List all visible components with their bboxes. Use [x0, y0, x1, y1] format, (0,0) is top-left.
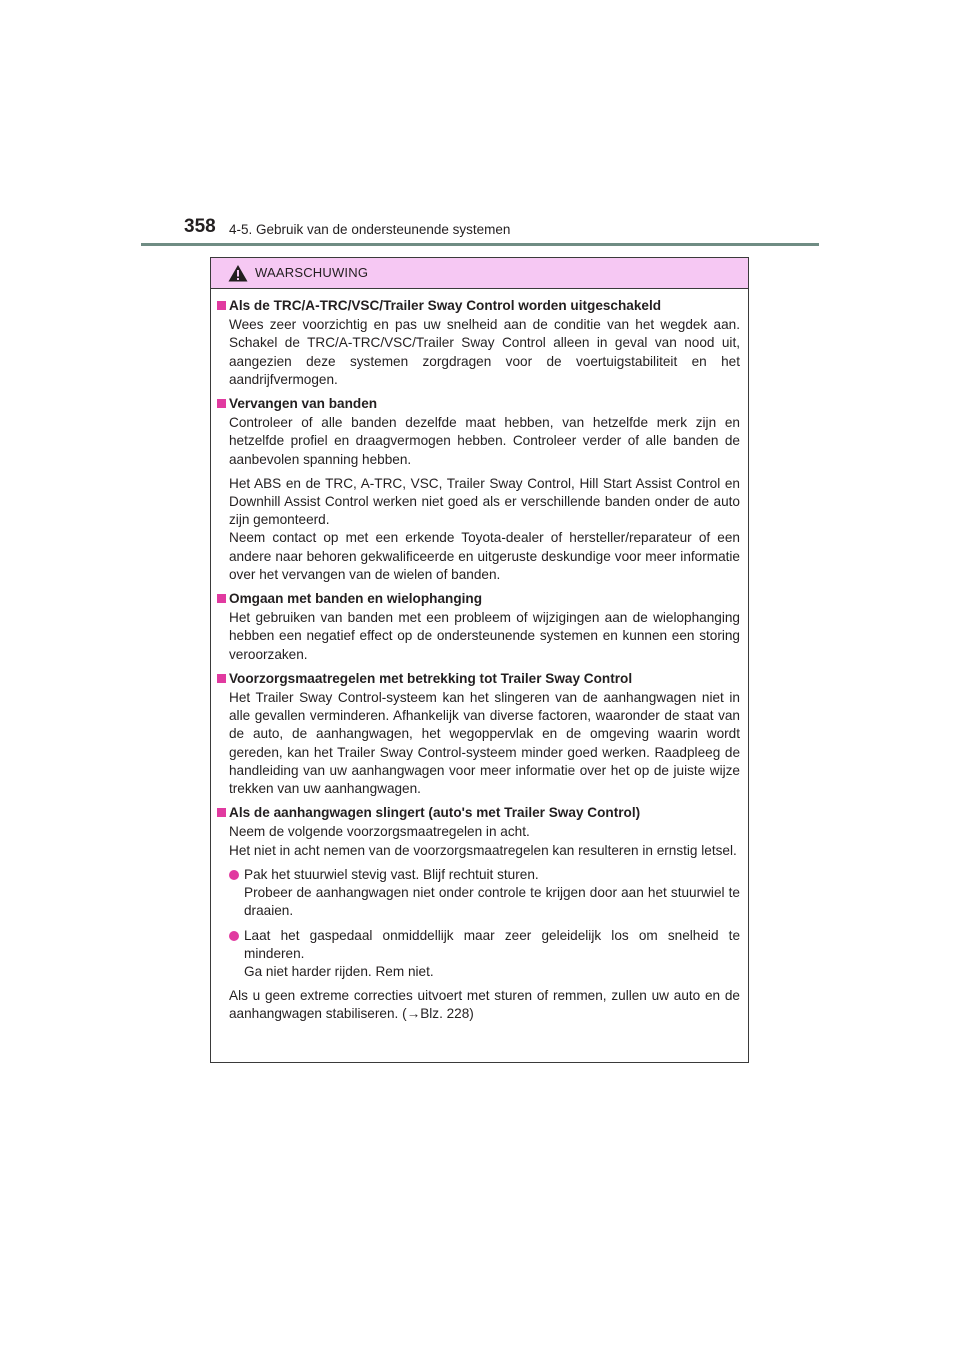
item-closing: Als u geen extreme correcties uitvoert met sturen of remmen, zullen uw auto en de aanhangwagen stabiliseren. (→Blz. 228): [229, 988, 740, 1022]
warning-item: [217, 395, 740, 584]
item-title: Als de aanhangwagen slingert (auto's met Trailer Sway Control): [217, 804, 740, 822]
item-title: Omgaan met banden en wielophanging: [217, 590, 740, 608]
square-bullet-icon: [217, 399, 226, 408]
item-title: Als de TRC/A-TRC/VSC/Trailer Sway Control worden uitgeschakeld: [217, 297, 740, 315]
warning-triangle-icon: [228, 264, 248, 282]
round-bullet-icon: [229, 931, 239, 941]
warning-title: WAARSCHUWING: [255, 265, 369, 280]
square-bullet-icon: [217, 301, 226, 310]
bullet-item: Laat het gaspedaal onmiddellijk maar zeer geleidelijk los om snelheid te minderen. Ga niet harder rijden. Rem niet.: [229, 927, 740, 982]
item-title: Voorzorgsmaatregelen met betrekking tot Trailer Sway Control: [217, 670, 740, 688]
item-title: Vervangen van banden: [217, 395, 740, 413]
section-title: 4-5. Gebruik van de ondersteunende systemen: [229, 222, 511, 237]
item-paragraph: Het ABS en de TRC, A-TRC, VSC, Trailer Sway Control, Hill Start Assist Control en Downhill Assist Control werken niet goed als er verschillende banden onder de auto zijn gemonteerd. Neem contact op met een erkende Toyota-dealer of hersteller/reparateur of een andere naar behoren gekwalificeerde en uitgeruste deskundige voor meer informatie over het vervangen van de wielen of banden.: [229, 475, 740, 582]
header-rule: [141, 243, 819, 246]
warning-body: [211, 289, 748, 1024]
square-bullet-icon: [217, 808, 226, 817]
warning-box: [210, 257, 749, 1063]
page-number: 358: [184, 216, 216, 237]
item-paragraph: Controleer of alle banden dezelfde maat hebben, van hetzelfde merk zijn en hetzelfde profiel en draagvermogen hebben. Controleer verder of alle banden de aanbevolen spanning hebben.: [229, 415, 740, 467]
bullet-list: [217, 866, 740, 981]
warning-item: [217, 297, 740, 389]
item-paragraph: Het gebruiken van banden met een probleem of wijzigingen aan de wielophanging hebben een negatief effect op de ondersteunende systemen en kunnen een storing veroorzaken.: [229, 610, 740, 662]
square-bullet-icon: [217, 594, 226, 603]
item-paragraph: Het Trailer Sway Control-systeem kan het slingeren van de aanhangwagen niet in alle gevallen verminderen. Afhankelijk van diverse factoren, waaronder de staat van de auto, de aanhangwagen, het wegoppervlak en de omgeving waarin wordt gereden, kan het Trailer Sway Control-systeem minder goed werken. Raadpleeg de handleiding van uw aanhangwagen voor meer informatie over het op de juiste wijze trekken van uw aanhangwagen.: [229, 690, 740, 797]
round-bullet-icon: [229, 870, 239, 880]
item-paragraph: Wees zeer voorzichtig en pas uw snelheid aan de conditie van het wegdek aan. Schakel de TRC/A-TRC/VSC/Trailer Sway Control alleen in geval van nood uit, aangezien deze systemen zorgdragen voor de voertuigstabiliteit en het aandrijfvermogen.: [229, 317, 740, 387]
bullet-item: Pak het stuurwiel stevig vast. Blijf rechtuit sturen. Probeer de aanhangwagen niet onder controle te krijgen door aan het stuurwiel te draaien.: [229, 866, 740, 921]
warning-item: [217, 804, 740, 1023]
item-paragraph: Neem de volgende voorzorgsmaatregelen in acht. Het niet in acht nemen van de voorzorgsmaatregelen kan resulteren in ernstig letsel.: [229, 824, 737, 858]
warning-item: [217, 670, 740, 798]
warning-item: [217, 590, 740, 664]
square-bullet-icon: [217, 674, 226, 683]
warning-header: [211, 258, 748, 289]
